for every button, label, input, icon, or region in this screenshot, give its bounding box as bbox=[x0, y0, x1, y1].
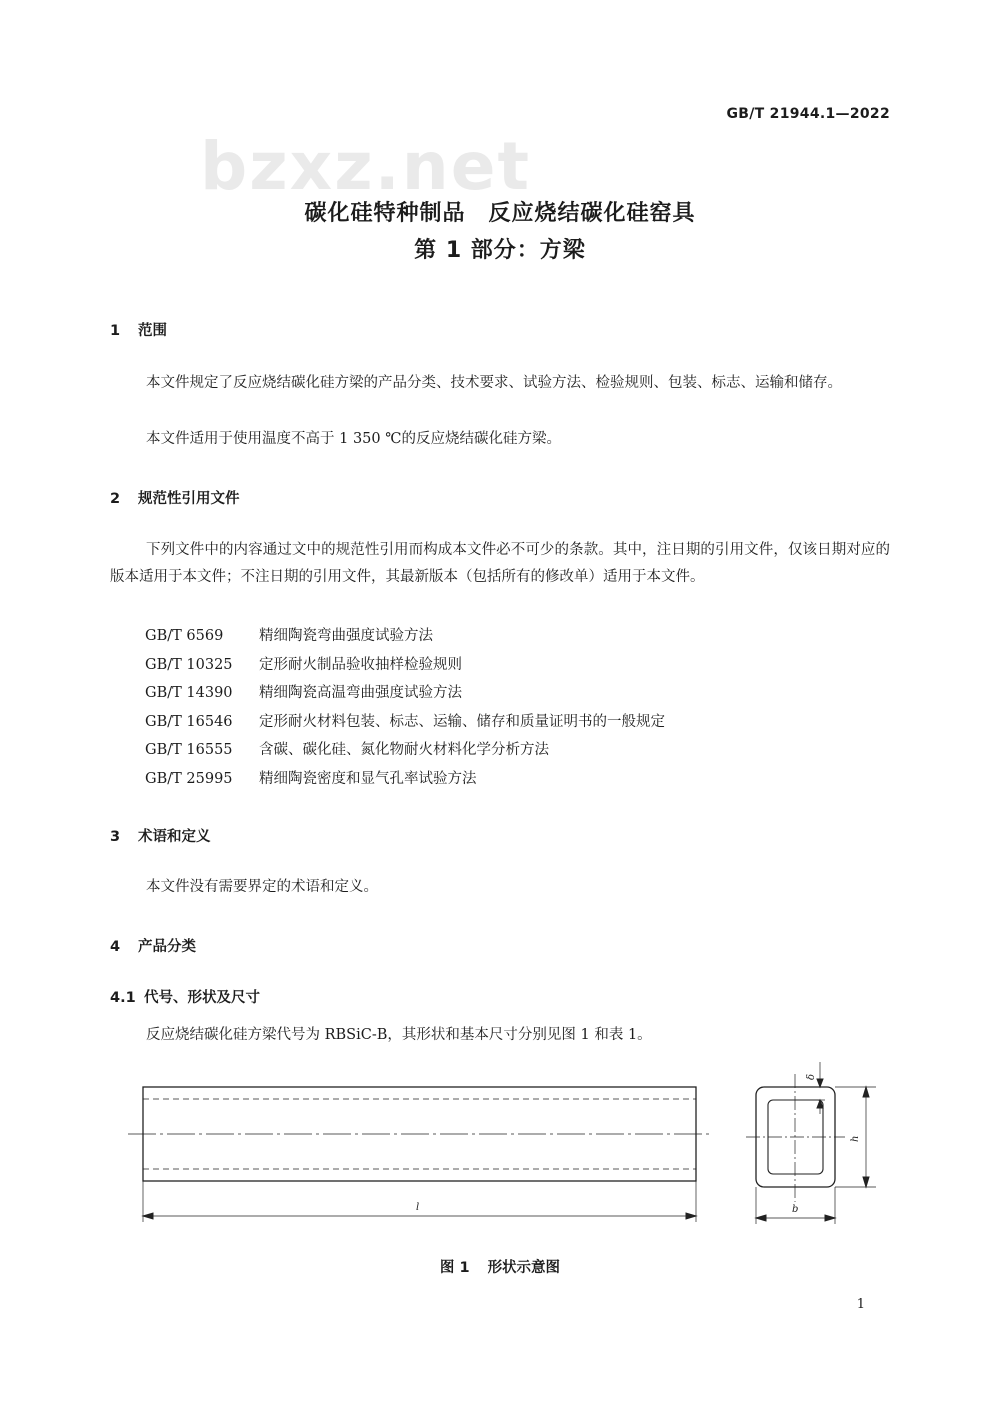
page-number: 1 bbox=[856, 1297, 865, 1312]
document-title-line2: 第 1 部分：方梁 bbox=[414, 238, 586, 263]
section-1-paragraph-1: 本文件规定了反应烧结碳化硅方梁的产品分类、技术要求、试验方法、检验规则、包装、标志、运输和储存。 bbox=[146, 375, 842, 391]
section-title: 代号、形状及尺寸 bbox=[144, 990, 260, 1006]
reference-item bbox=[145, 622, 665, 651]
section-1-paragraph-2: 本文件适用于使用温度不高于 1 350 ℃的反应烧结碳化硅方梁。 bbox=[146, 431, 561, 447]
reference-title: 精细陶瓷密度和显气孔率试验方法 bbox=[259, 770, 477, 787]
reference-code: GB/T 25995 bbox=[145, 770, 233, 787]
watermark: bzxz.net bbox=[200, 128, 532, 205]
subsection-4-1-paragraph-1: 反应烧结碳化硅方梁代号为 RBSiC-B，其形状和基本尺寸分别见图 1 和表 1。 bbox=[146, 1027, 652, 1043]
figure-number: 图 1 bbox=[439, 1260, 470, 1276]
wall-thickness-label: δ bbox=[806, 1073, 817, 1080]
arrowhead bbox=[143, 1213, 153, 1219]
section-number: 2 bbox=[110, 491, 121, 507]
arrowhead bbox=[817, 1079, 823, 1087]
arrowhead bbox=[817, 1100, 823, 1108]
standard-code: GB/T 21944.1—2022 bbox=[726, 106, 890, 122]
section-3-paragraph-1: 本文件没有需要界定的术语和定义。 bbox=[146, 879, 378, 895]
reference-title: 定形耐火材料包装、标志、运输、储存和质量证明书的一般规定 bbox=[259, 713, 665, 730]
reference-code: GB/T 16546 bbox=[145, 713, 233, 730]
beam-cross-section-view bbox=[746, 1062, 876, 1224]
section-title: 产品分类 bbox=[138, 939, 196, 955]
section-number: 4.1 bbox=[110, 990, 136, 1006]
reference-item bbox=[145, 736, 665, 765]
section-2-heading bbox=[110, 487, 240, 508]
reference-title: 精细陶瓷高温弯曲强度试验方法 bbox=[259, 685, 462, 701]
length-label: l bbox=[416, 1202, 420, 1213]
reference-code: GB/T 6569 bbox=[145, 628, 224, 644]
figure-title: 形状示意图 bbox=[487, 1260, 561, 1276]
reference-item bbox=[145, 651, 665, 680]
section-1-heading bbox=[110, 319, 167, 340]
reference-item bbox=[145, 679, 665, 708]
section-2-paragraph-1: 下列文件中的内容通过文中的规范性引用而构成本文件必不可少的条款。其中，注日期的引用文件，仅该日期对应的版本适用于本文件；不注日期的引用文件，其最新版本（包括所有的修改单）适用于本文件。 bbox=[110, 542, 890, 585]
section-title: 范围 bbox=[138, 323, 167, 339]
section-title: 规范性引用文件 bbox=[138, 491, 240, 507]
figure-1-drawing bbox=[120, 1050, 890, 1230]
section-number: 3 bbox=[110, 829, 121, 845]
arrowhead bbox=[756, 1215, 766, 1221]
arrowhead bbox=[686, 1213, 696, 1219]
reference-title: 定形耐火制品验收抽样检验规则 bbox=[259, 656, 462, 673]
reference-item bbox=[145, 765, 665, 794]
reference-title: 精细陶瓷弯曲强度试验方法 bbox=[259, 628, 433, 644]
reference-code: GB/T 10325 bbox=[145, 656, 233, 673]
height-label: h bbox=[850, 1135, 861, 1142]
section-number: 4 bbox=[110, 939, 121, 955]
section-4-heading bbox=[110, 935, 196, 956]
document-title-line1: 碳化硅特种制品 反应烧结碳化硅窑具 bbox=[304, 201, 696, 226]
subsection-4-1-heading bbox=[110, 986, 260, 1007]
reference-code: GB/T 14390 bbox=[145, 685, 233, 701]
arrowhead bbox=[863, 1087, 869, 1097]
normative-references-list bbox=[145, 622, 665, 793]
section-3-heading bbox=[110, 825, 211, 846]
reference-item bbox=[145, 708, 665, 737]
arrowhead bbox=[825, 1215, 835, 1221]
arrowhead bbox=[863, 1177, 869, 1187]
reference-title: 含碳、碳化硅、氮化物耐火材料化学分析方法 bbox=[259, 742, 549, 758]
reference-code: GB/T 16555 bbox=[145, 742, 233, 758]
width-label: b bbox=[792, 1204, 799, 1215]
section-number: 1 bbox=[110, 323, 121, 339]
figure-1-caption bbox=[0, 1256, 1000, 1277]
section-title: 术语和定义 bbox=[138, 829, 211, 845]
